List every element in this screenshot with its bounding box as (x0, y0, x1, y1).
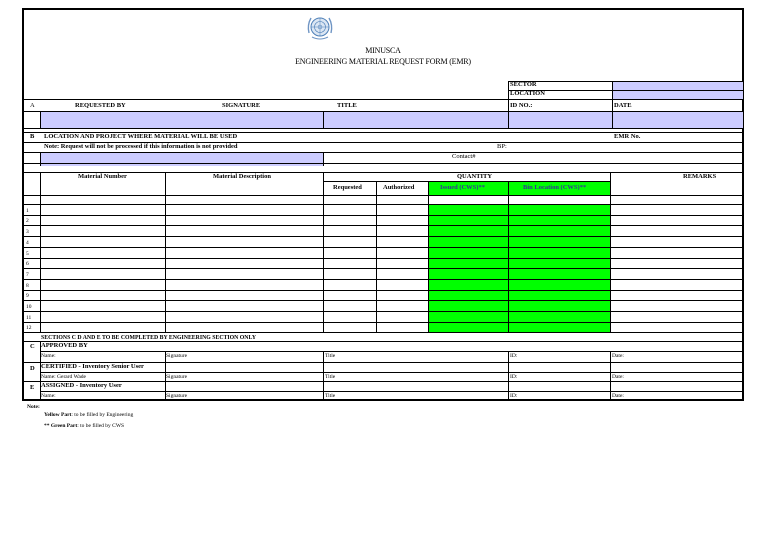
row-number: 9 (26, 293, 29, 299)
date-label: DATE (614, 102, 632, 109)
emr-no-label: EMR No. (614, 133, 641, 140)
requested-by-label: REQUESTED BY (75, 102, 126, 109)
row-number: 11 (26, 315, 32, 321)
signature-label: SIGNATURE (222, 102, 261, 109)
sections-cde-note: SECTIONS C D AND E TO BE COMPLETED BY ENGINEERING SECTION ONLY (41, 335, 257, 341)
title-label: TITLE (337, 102, 357, 109)
assignee-id: ID: (510, 393, 518, 399)
yellow-part-note (44, 411, 133, 419)
certified-heading: CERTIFIED - Inventory Senior User (41, 363, 144, 370)
section-e-letter: E (30, 384, 35, 391)
issued-header: Issued (CWS)** (440, 184, 485, 191)
approver-name: Name: (41, 353, 56, 359)
un-emblem-icon (304, 13, 336, 43)
section-b-letter: B (30, 133, 35, 140)
id-no-label: ID NO.: (510, 102, 533, 109)
row-number: 5 (26, 251, 29, 257)
approved-by-heading: APPROVED BY (41, 342, 88, 349)
row-number: 10 (26, 304, 32, 310)
section-a-letter: A (30, 102, 35, 109)
bin-location-header: Bin Location (CWS)** (523, 184, 587, 191)
location-project-label: LOCATION AND PROJECT WHERE MATERIAL WILL BE USED (44, 133, 238, 140)
approver-id: ID: (510, 353, 518, 359)
row-number: 8 (26, 283, 29, 289)
certifier-date: Date: (612, 374, 624, 380)
green-part-note (44, 422, 124, 430)
certifier-title: Title (325, 374, 336, 380)
requester-info-fill[interactable] (40, 112, 743, 128)
material-number-header: Material Number (78, 173, 127, 180)
footer-note-label: Note: (27, 404, 40, 410)
yellow-part-text: : to be filled by Engineering (71, 412, 134, 418)
row-number: 3 (26, 229, 29, 235)
assignee-signature: Signature (166, 393, 188, 399)
assignee-title: Title (325, 393, 336, 399)
location-label: LOCATION (510, 90, 545, 97)
remarks-header: REMARKS (683, 173, 717, 180)
form-title: ENGINEERING MATERIAL REQUEST FORM (EMR) (295, 57, 471, 66)
row-number: 7 (26, 272, 29, 278)
org-name: MINUSCA (365, 46, 401, 55)
yellow-part-bold: Yellow Part (44, 412, 72, 418)
row-number: 6 (26, 261, 29, 267)
quantity-header: QUANTITY (457, 173, 493, 180)
location-note: Note: Request will not be processed if this information is not provided (44, 143, 238, 150)
approver-date: Date: (612, 353, 624, 359)
sector-label: SECTOR (510, 81, 537, 88)
green-part-text: : to be filled by CWS (77, 423, 125, 429)
row-number: 1 (26, 208, 29, 214)
row-number: 2 (26, 218, 29, 224)
assignee-name: Name: (41, 393, 56, 399)
requested-header: Requested (333, 184, 362, 191)
section-d-letter: D (30, 365, 35, 372)
contact-label: Contact# (452, 153, 476, 160)
assignee-date: Date: (612, 393, 624, 399)
certifier-id: ID: (510, 374, 518, 380)
approver-title: Title (325, 353, 336, 359)
authorized-header: Authorized (383, 184, 415, 191)
certifier-signature: Signature (166, 374, 188, 380)
assigned-heading: ASSIGNED - Inventory User (41, 382, 122, 389)
row-number: 4 (26, 240, 29, 246)
green-part-bold: ** Green Part (44, 423, 78, 429)
material-description-header: Material Description (213, 173, 271, 180)
certifier-name: Name: Gerard Wade (41, 374, 86, 380)
section-c-letter: C (30, 343, 35, 350)
row-number: 12 (26, 325, 32, 331)
approver-signature: Signature (166, 353, 188, 359)
bp-label: BP: (497, 143, 507, 150)
